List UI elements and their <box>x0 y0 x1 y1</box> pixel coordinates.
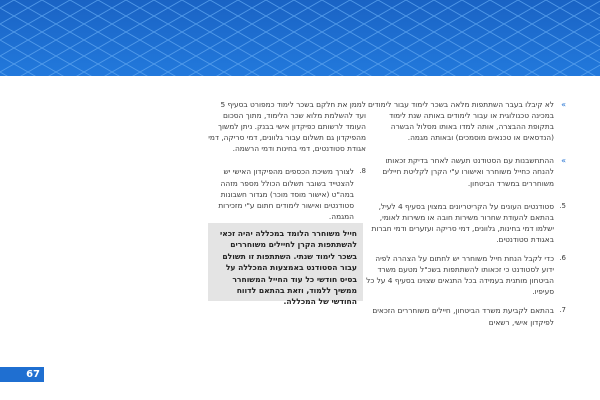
numbered-item <box>208 166 366 221</box>
item-number: 7. <box>559 306 566 315</box>
item-text: בהתאם לקביעת משרד הביטחון, חיילים משוחררים הזכאים לפיקדון אישי, רשאים <box>372 306 554 327</box>
numbered-item <box>366 305 566 327</box>
list-item <box>366 155 566 188</box>
item-text: לצורך משיכת הכספים מהפיקדון האישי יש להצטייד בשובר תשלום הכולל מספר מזהה במה"ט (אישור מוסד מוכר) מגדור חשבונות סטודנטים ואישור לימודים חתום ע"י מזכירות המגמה. <box>218 167 354 221</box>
bullet-text: ההתחשבנות עם הסטודנט תעשה לאחר בדיקת זכאותו להנחה כחייל משוחרר ואישורו ע"י הקרן לקליטת חיילים משוחררים במשרד הביטחון. <box>382 156 554 188</box>
item-number: 5. <box>559 201 566 210</box>
bullet-text: לא קיבלו בעבר השתתפות מלאה בשכר לימוד עבור לימודים במכינה טכנולוגית או עבור לימודים באותה שנת לימוד בתקופת ההבצרה, אותה למדו באותו מסלול הבשרה (הנדסאים או טכנאים מוסמכים) ובאותה מגמה. <box>368 100 554 143</box>
item-text: כדי לקבל הנחת חייל משוחרר יש לחתום על הצהרה לפיה ידוע לסטודנט כי זכאותו להשתתפות בשכ"ל מטעם משרד הביטחון מותנית בעמידה בכל התנאים שצוינו בסעיף 4 על כל סעיפיו. <box>366 254 554 297</box>
chevron-bullet-icon: » <box>561 100 566 109</box>
paragraph <box>208 99 366 154</box>
numbered-item <box>366 253 566 297</box>
header-banner <box>0 0 600 76</box>
item-text: סטודנטים העונים על הקריטריונים במצוין בסעיף 4 לעיל, בהתאם להעודת שחרור משירות חובה או משירות לאומי, ישלמו דמי בחינות, גלוונים, דמי סריקה ועזערים ודמי חברות באגודת סטודנטים. <box>371 201 554 244</box>
paragraph-text: לממן את חלקם בשכר לימוד כמפורט בסעיף 5 ועד להשלמת מלוא שכר הלימוד, מתוך הסכום העומד לרשותם כפיקדון אישי בבנק. ניתן למשוך מהפיקדון גם תשלום עבור גלוונים, דמי סריקה, דמי אגודת סטודנטים, דמי בחינות ודמי הרשמה. <box>208 100 366 154</box>
left-column <box>208 99 366 234</box>
numbered-item <box>366 201 566 245</box>
diamond-lattice-icon <box>0 0 600 76</box>
list-item <box>366 99 566 143</box>
item-number: 6. <box>559 254 566 263</box>
page-number: 67 <box>0 367 44 382</box>
item-number: 8. <box>359 167 366 176</box>
callout-text: חייל משוחרר הלומד במכללה יהיה זכאי להשתתפות הקרן לחיילים משוחררים בשכר לימוד שנתי. השתתפות זו תשולם עבור הסטודנט באמצעות המכללה על בסיס חודשי כל עוד החייל המשוחרר ממשיך ללמוד, וזאת בהתאם לדווח החודשי של המכללה. <box>220 229 357 307</box>
right-column <box>366 99 566 336</box>
chevron-bullet-icon: » <box>561 156 566 166</box>
callout-box <box>208 223 363 307</box>
